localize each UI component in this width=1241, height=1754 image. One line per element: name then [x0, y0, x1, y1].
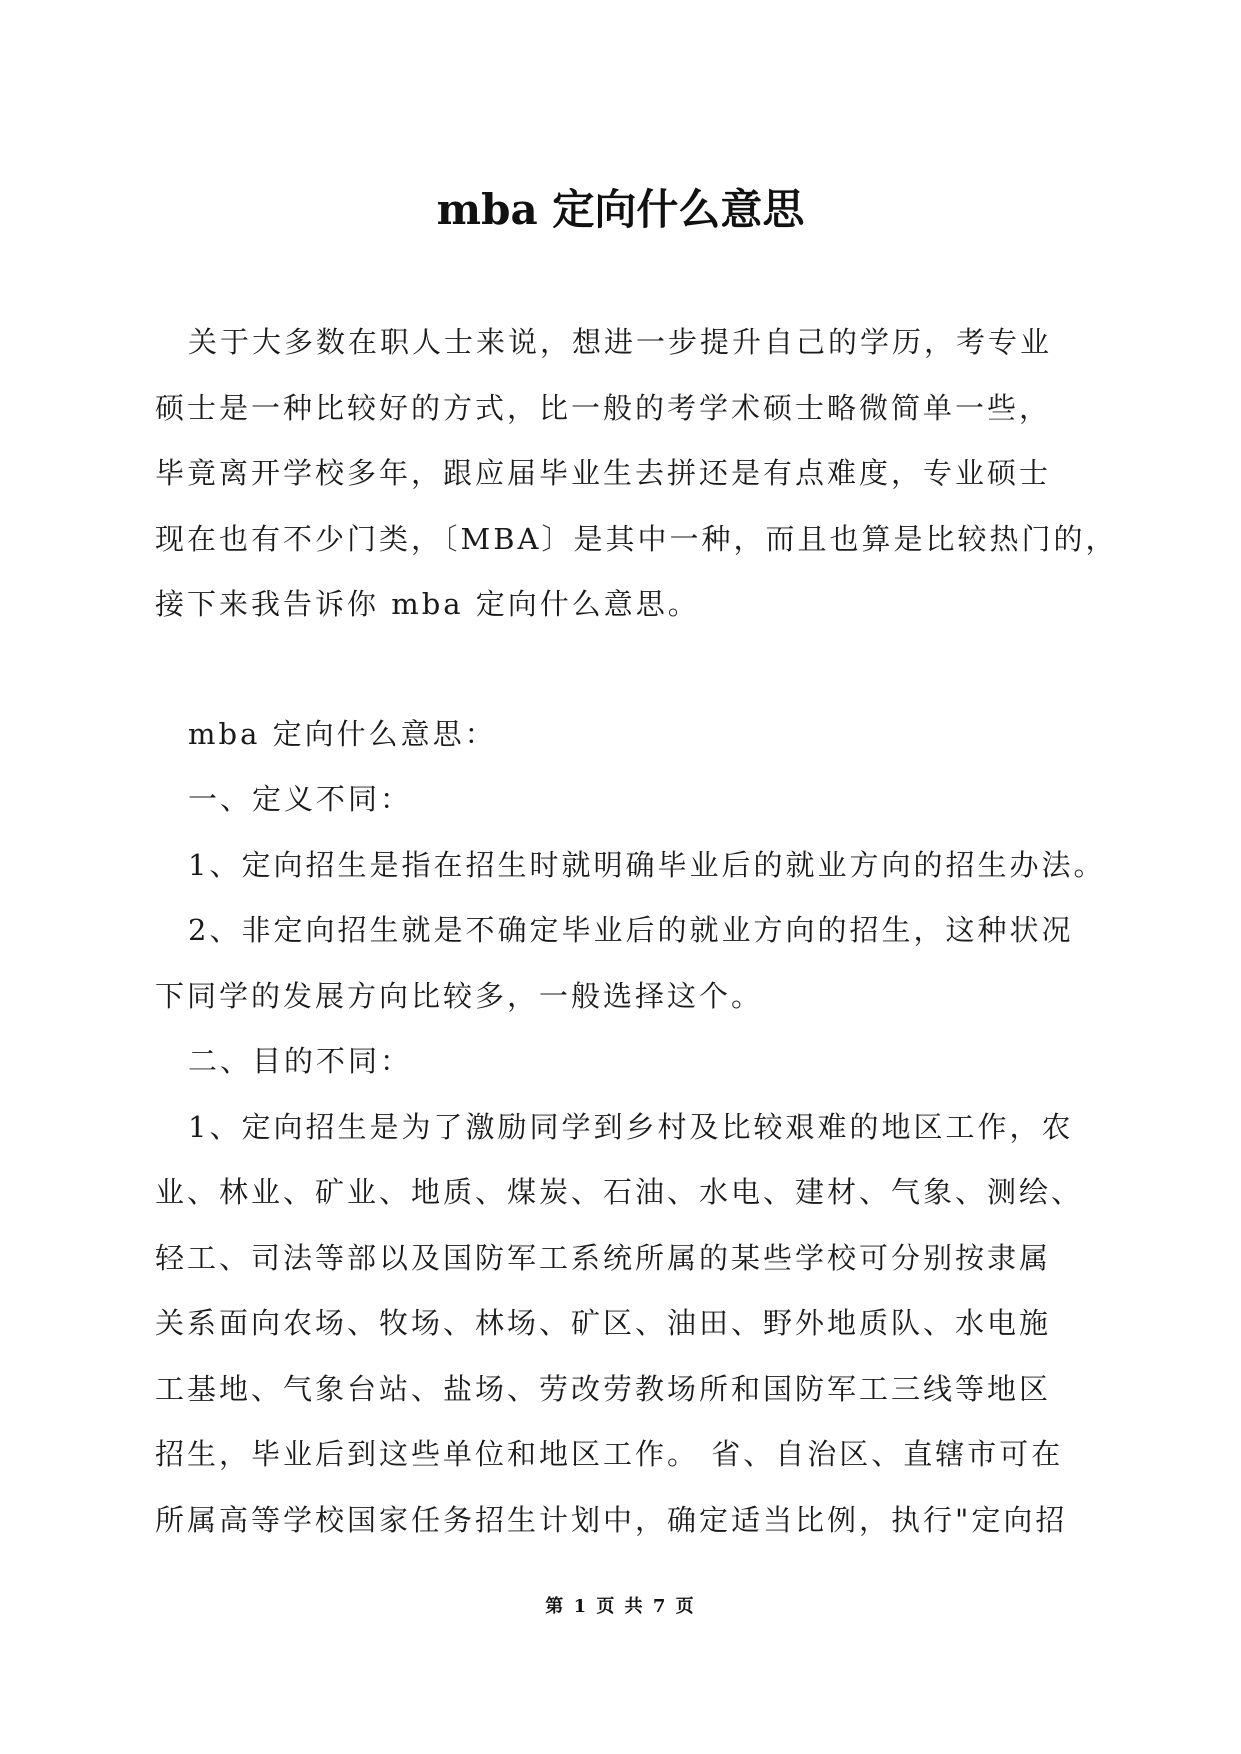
document-body: [155, 310, 1118, 1553]
paragraph-line: 工基地、气象台站、盐场、劳改劳教场所和国防军工三线等地区: [155, 1371, 1052, 1406]
paragraph-line: 硕士是一种比较好的方式，比一般的考学术硕士略微简单一些，: [155, 390, 1052, 425]
intro-paragraph: [155, 310, 1118, 638]
section-heading: [155, 702, 1095, 768]
paragraph-line: 一、定义不同：: [188, 782, 413, 816]
paragraph-line: 招生，毕业后到这些单位和地区工作。 省、自治区、直辖市可在: [155, 1437, 1064, 1471]
paragraph-line: 现在也有不少门类，〔MBA〕是其中一种，而且也算是比较热门的，: [155, 521, 1118, 556]
paragraph-spacer: [155, 638, 1095, 702]
paragraph-line: 下同学的发展方向比较多，一般选择这个。: [155, 978, 764, 1013]
paragraph-line: 所属高等学校国家任务招生计划中，确定适当比例，执行"定向招: [155, 1502, 1068, 1537]
section-heading: [155, 1029, 1095, 1095]
section-heading: [155, 767, 1095, 833]
paragraph-line: 1、定向招生是为了激励同学到乡村及比较艰难的地区工作，农: [188, 1109, 1074, 1144]
paragraph-line: 接下来我告诉你 mba 定向什么意思。: [155, 587, 700, 621]
document-title: mba 定向什么意思: [436, 185, 805, 234]
page-indicator: 第 1 页 共 7 页: [545, 1596, 696, 1617]
paragraph-line: 毕竟离开学校多年，跟应届毕业生去拼还是有点难度，专业硕士: [155, 456, 1052, 490]
paragraph-line: 2、非定向招生就是不确定毕业后的就业方向的招生，这种状况: [188, 913, 1074, 947]
paragraph-line: 1、定向招生是指在招生时就明确毕业后的就业方向的招生办法。: [188, 847, 1106, 882]
paragraph-line: 关系面向农场、牧场、林场、矿区、油田、野外地质队、水电施: [155, 1306, 1052, 1340]
list-item: [155, 898, 1095, 1029]
paragraph-line: mba 定向什么意思：: [188, 716, 497, 751]
paragraph-line: 二、目的不同：: [188, 1044, 413, 1078]
list-item: [155, 833, 1106, 899]
paragraph-line: 轻工、司法等部以及国防军工系统所属的某些学校可分别按隶属: [155, 1240, 1052, 1275]
paragraph-line: 关于大多数在职人士来说，想进一步提升自己的学历，考专业: [188, 325, 1053, 359]
list-item: [155, 1095, 1095, 1554]
paragraph-line: 业、林业、矿业、地质、煤炭、石油、水电、建材、气象、测绘、: [155, 1175, 1084, 1209]
page-footer: [0, 1592, 1241, 1618]
